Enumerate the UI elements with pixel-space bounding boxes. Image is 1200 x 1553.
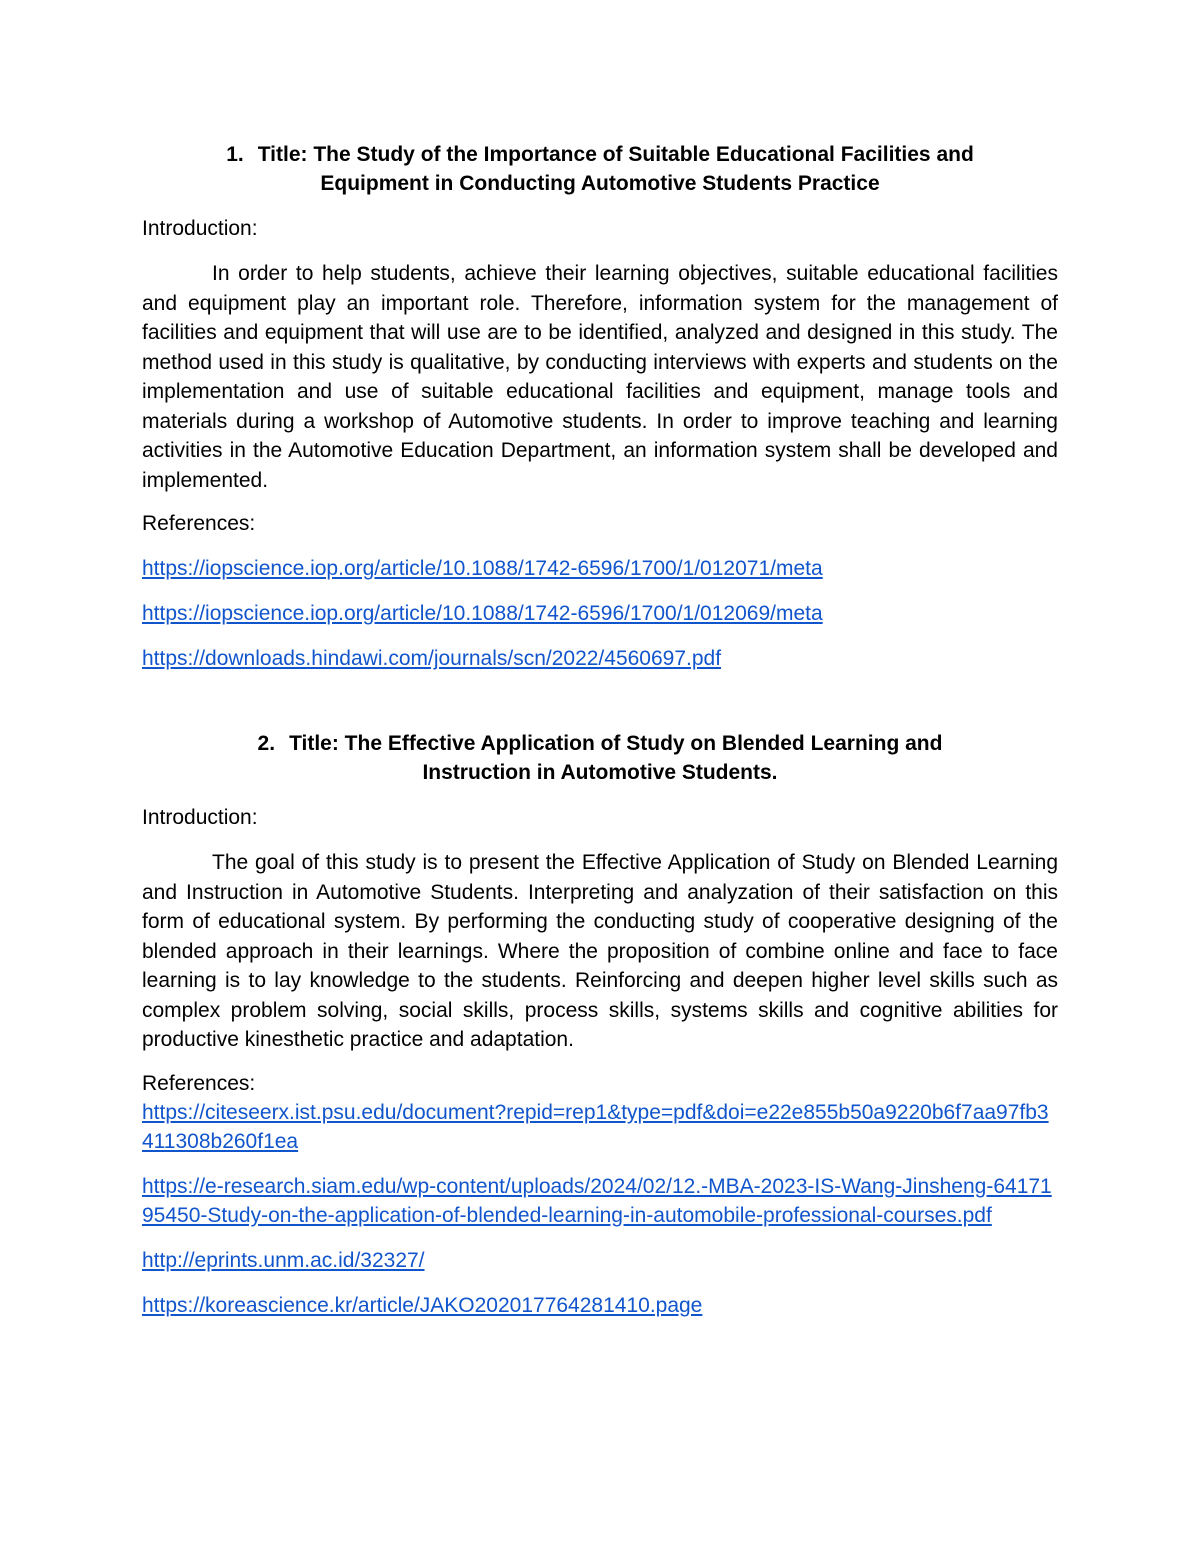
section-2-introduction-label: Introduction: <box>142 806 258 829</box>
section-1-reference-link-2[interactable]: https://iopscience.iop.org/article/10.1088/1742-6596/1700/1/012069/meta <box>142 602 823 625</box>
section-1-reference-link-3[interactable]: https://downloads.hindawi.com/journals/scn/2022/4560697.pdf <box>142 647 722 670</box>
section-1-reference-link-1[interactable]: https://iopscience.iop.org/article/10.1088/1742-6596/1700/1/012071/meta <box>142 557 823 580</box>
section-2-references-label: References: <box>142 1071 256 1095</box>
document-page <box>142 140 1058 1320</box>
section-1-title-line2: Equipment in Conducting Automotive Students Practice <box>320 172 880 195</box>
section-2-reference-link-1[interactable]: https://citeseerx.ist.psu.edu/document?repid=rep1&type=pdf&doi=e22e855b50a9220b6f7aa97fb3411308b260f1ea <box>142 1100 1049 1153</box>
section-2-reference-link-4[interactable]: https://koreascience.kr/article/JAKO202017764281410.page <box>142 1293 703 1317</box>
section-1-title-line1: Title: The Study of the Importance of Suitable Educational Facilities and <box>257 143 974 166</box>
section-1-references-label: References: <box>142 512 256 535</box>
section-2-introduction-text: The goal of this study is to present the Effective Application of Study on Blended Learning and Instruction in Automotive Students. Interpreting and analyzation of their satisfaction on this form of educational system. By performing the conducting study of cooperative designing of the blended approach in their learnings. Where the proposition of combine online and face to face learning is to lay knowledge to the students. Reinforcing and deepen higher level skills such as complex problem solving, social skills, process skills, systems skills and cognitive abilities for productive kinesthetic practice and adaptation. <box>142 851 1058 1051</box>
section-1 <box>142 140 1058 673</box>
section-1-title <box>142 140 1058 198</box>
section-1-introduction-text: In order to help students, achieve their learning objectives, suitable educational facilities and equipment play an important role. Therefore, information system for the management of facilities and equipment that will use are to be identified, analyzed and designed in this study. The method used in this study is qualitative, by conducting interviews with experts and students on the implementation and use of suitable educational facilities and equipment, manage tools and materials during a workshop of Automotive students. In order to improve teaching and learning activities in the Automotive Education Department, an information system shall be developed and implemented. <box>142 262 1058 492</box>
section-2 <box>142 729 1058 1320</box>
section-2-reference-link-2[interactable]: https://e-research.siam.edu/wp-content/uploads/2024/02/12.-MBA-2023-IS-Wang-Jinsheng-6417195450-Study-on-the-application-of-blended-learning-in-automobile-professional-courses.pdf <box>142 1174 1052 1227</box>
section-1-number: 1. <box>226 143 244 166</box>
section-2-number: 2. <box>257 732 276 755</box>
section-2-title-line2: Instruction in Automotive Students. <box>422 761 778 784</box>
section-1-introduction-label: Introduction: <box>142 217 258 240</box>
section-2-title-line1: Title: The Effective Application of Study on Blended Learning and <box>289 732 943 755</box>
section-2-reference-link-3[interactable]: http://eprints.unm.ac.id/32327/ <box>142 1248 425 1272</box>
section-2-title <box>142 729 1058 787</box>
